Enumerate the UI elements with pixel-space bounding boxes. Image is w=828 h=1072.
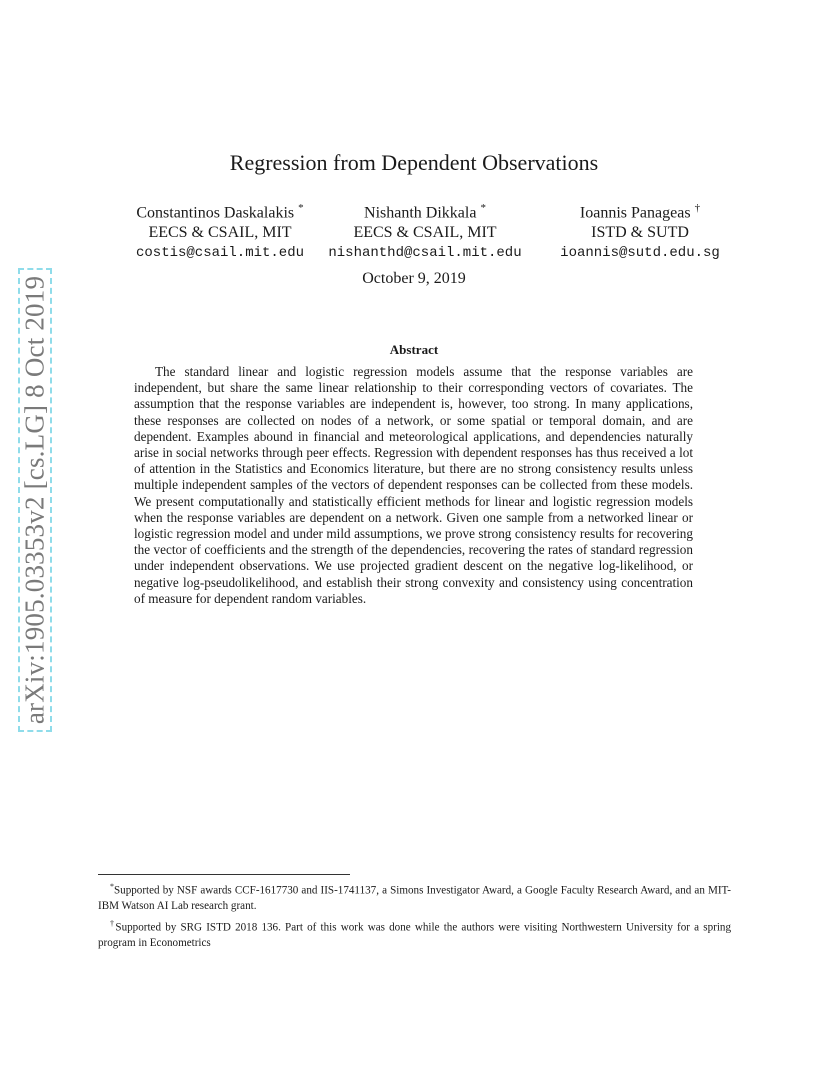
author-affiliation: EECS & CSAIL, MIT <box>148 224 292 242</box>
author-name: Ioannis Panageas <box>579 204 691 222</box>
abstract-heading: Abstract <box>389 342 439 357</box>
author-2 <box>320 198 530 263</box>
footnote-text: Supported by SRG ISTD 2018 136. Part of this work was done while the authors were visiting Northwestern University for a spring program in Econometrics <box>98 921 732 949</box>
arxiv-identifier: arXiv:1905.03353v2 [cs.LG] 8 Oct 2019 <box>19 275 50 725</box>
author-name: Nishanth Dikkala <box>364 204 477 222</box>
author-affiliation: EECS & CSAIL, MIT <box>353 224 497 242</box>
author-email: ioannis@sutd.edu.sg <box>560 245 720 262</box>
footnotes <box>98 879 731 952</box>
author-footnote-mark: * <box>480 202 486 214</box>
author-footnote-mark: † <box>694 202 701 214</box>
abstract-text: The standard linear and logistic regression models assume that the response variables are independent, but share the same linear relationship to their corresponding vectors of covariates. The assumption that the response variables are independent is, however, too strong. In many applications, these responses are collected on nodes of a network, or some spatial or temporal domain, and are dependent. Examples abound in financial and meteorological applications, and dependencies naturally arise in social networks through peer effects. Regression with dependent responses has thus received a lot of attention in the Statistics and Economics literature, but there are no strong consistency results unless multiple independent samples of the vectors of dependent responses can be collected from these models. We present computationally and statistically efficient methods for linear and logistic regression models when the response variables are dependent on a network. Given one sample from a networked linear or logistic regression model and under mild assumptions, we prove strong consistency results for recovering the vector of coefficients and the strength of the dependencies, recovering the rates of standard regression under independent observations. We use projected gradient descent on the negative log-likelihood, or negative log-pseudolikelihood, and establish their strong convexity and consistency using concentration of measure for dependent random variables. <box>134 364 693 606</box>
author-footnote-mark: * <box>298 202 304 214</box>
footnote-1 <box>98 879 731 915</box>
author-3 <box>540 198 740 263</box>
author-email: nishanthd@csail.mit.edu <box>328 245 522 262</box>
paper-date: October 9, 2019 <box>362 270 466 287</box>
author-1 <box>110 198 330 263</box>
author-email: costis@csail.mit.edu <box>135 245 305 262</box>
footnote-2 <box>98 916 731 952</box>
author-affiliation: ISTD & SUTD <box>591 224 689 242</box>
author-name: Constantinos Daskalakis <box>136 204 295 222</box>
footnote-mark: * <box>110 882 114 891</box>
footnote-text: Supported by NSF awards CCF-1617730 and IIS-1741137, a Simons Investigator Award, a Google Faculty Research Award, and an MIT-IBM Watson AI Lab research grant. <box>98 884 731 913</box>
footnote-rule <box>98 874 350 875</box>
paper-title: Regression from Dependent Observations <box>229 150 599 175</box>
footnote-mark: † <box>110 918 116 928</box>
